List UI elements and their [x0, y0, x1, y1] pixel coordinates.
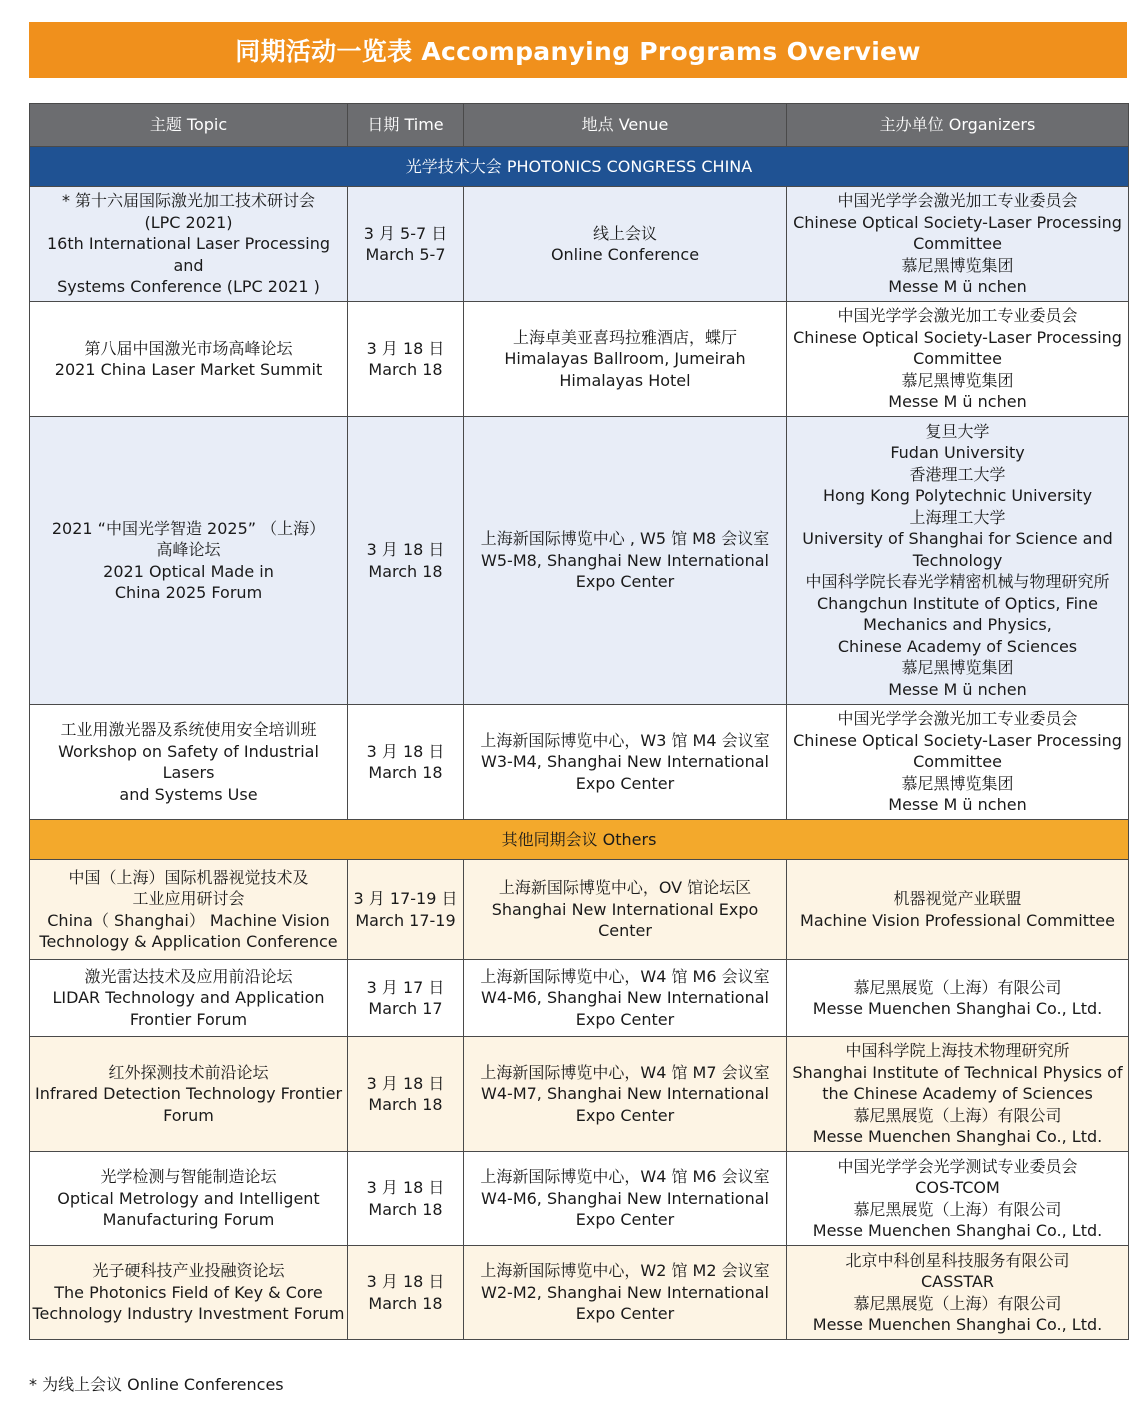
cell-line: Himalayas Ballroom, Jumeirah: [504, 349, 746, 369]
cell-line: 机器视觉产业联盟: [893, 889, 1022, 908]
cell-topic: [30, 1246, 348, 1340]
cell-line: Expo Center: [575, 1210, 675, 1230]
cell-line: 慕尼黑博览集团: [901, 658, 1014, 678]
cell-line: University of Shanghai for Science and: [802, 529, 1113, 549]
cell-line: 光学检测与智能制造论坛: [100, 1167, 277, 1187]
section-others: [30, 820, 1129, 860]
cell-line: 3 月 18 日: [366, 1272, 445, 1291]
cell-venue: [464, 1037, 787, 1152]
cell-venue: [464, 705, 787, 820]
table-row: [30, 302, 1129, 417]
cell-line: 慕尼黑展览（上海）有限公司: [853, 1105, 1062, 1125]
cell-line: 上海新国际博览中心，W2 馆 M2 会议室: [480, 1261, 770, 1281]
cell-line: 光子硬科技产业投融资论坛: [92, 1261, 285, 1281]
cell-line: Technology Industry Investment Forum: [32, 1304, 345, 1324]
cell-venue: [464, 302, 787, 417]
cell-line: Shanghai New International Expo Center: [491, 899, 759, 941]
cell-time: [348, 1037, 464, 1152]
cell-line: 3 月 18 日: [366, 338, 445, 358]
cell-line: Changchun Institute of Optics, Fine: [817, 593, 1098, 613]
table-row: [30, 705, 1129, 820]
table-row: [30, 1037, 1129, 1152]
cell-venue: [464, 187, 787, 302]
cell-line: 3 月 18 日: [366, 1178, 445, 1197]
cell-line: Expo Center: [575, 1105, 675, 1125]
footnote: * 为线上会议 Online Conferences: [29, 1375, 284, 1394]
cell-line: CASSTAR: [920, 1272, 995, 1291]
cell-organizers: [787, 302, 1129, 417]
cell-line: Himalayas Hotel: [559, 370, 691, 390]
header-row: [30, 104, 1129, 147]
table-row: [30, 1152, 1129, 1246]
cell-line: Messe Muenchen Shanghai Co., Ltd.: [812, 1127, 1103, 1147]
cell-line: March 17: [368, 999, 443, 1018]
cell-line: 中国科学院长春光学精密机械与物理研究所: [805, 572, 1110, 592]
cell-organizers: [787, 1152, 1129, 1246]
cell-line: 上海新国际博览中心，W3 馆 M4 会议室: [480, 730, 770, 750]
cell-line: March 18: [368, 1095, 443, 1114]
cell-line: Expo Center: [575, 572, 675, 592]
cell-topic: [30, 1152, 348, 1246]
cell-line: 慕尼黑展览（上海）有限公司: [853, 1293, 1062, 1313]
cell-line: Shanghai Institute of Technical Physics of: [792, 1062, 1123, 1082]
cell-line: Messe M ü nchen: [888, 679, 1027, 699]
cell-line: Committee: [913, 752, 1002, 772]
cell-line: Optical Metrology and Intelligent: [57, 1188, 320, 1208]
header-venue: 地点 Venue: [464, 104, 787, 147]
page-title: 同期活动一览表 Accompanying Programs Overview: [29, 22, 1127, 78]
cell-line: Messe Muenchen Shanghai Co., Ltd.: [812, 999, 1103, 1018]
cell-line: 上海卓美亚喜玛拉雅酒店，蝶厅: [512, 327, 737, 347]
table-row: [30, 860, 1129, 960]
cell-line: Online Conference: [550, 245, 700, 264]
cell-line: Frontier Forum: [129, 1009, 248, 1029]
cell-line: Messe Muenchen Shanghai Co., Ltd.: [812, 1221, 1103, 1240]
cell-line: March 5-7: [365, 245, 446, 264]
cell-line: China（ Shanghai） Machine Vision: [47, 910, 330, 930]
cell-line: Mechanics and Physics,: [863, 615, 1052, 635]
cell-venue: [464, 860, 787, 960]
cell-line: Messe M ü nchen: [888, 392, 1027, 412]
cell-line: 慕尼黑博览集团: [901, 773, 1014, 793]
cell-line: 慕尼黑博览集团: [901, 370, 1014, 390]
cell-topic: [30, 187, 348, 302]
cell-venue: [464, 1246, 787, 1340]
cell-line: Expo Center: [575, 1304, 675, 1324]
cell-organizers: [787, 187, 1129, 302]
section-congress: [30, 147, 1129, 187]
cell-line: 3 月 18 日: [366, 741, 445, 761]
cell-line: 3 月 18 日: [366, 1073, 445, 1093]
cell-line: 中国光学学会光学测试专业委员会: [837, 1156, 1078, 1176]
cell-organizers: [787, 1246, 1129, 1340]
cell-line: Hong Kong Polytechnic University: [822, 486, 1093, 506]
cell-line: 3 月 17-19 日: [353, 889, 458, 908]
cell-topic: [30, 417, 348, 705]
cell-line: 3 月 5-7 日: [363, 223, 448, 243]
cell-line: 上海新国际博览中心，OV 馆论坛区: [498, 878, 752, 898]
cell-line: 3 月 18 日: [366, 540, 445, 559]
cell-line: the Chinese Academy of Sciences: [822, 1084, 1093, 1104]
cell-time: [348, 960, 464, 1037]
cell-line: 中国（上海）国际机器视觉技术及: [68, 867, 309, 887]
cell-line: Chinese Optical Society-Laser Processing: [793, 730, 1122, 750]
cell-line: 红外探测技术前沿论坛: [108, 1062, 269, 1082]
cell-line: 中国光学学会激光加工专业委员会: [837, 306, 1078, 326]
cell-line: 北京中科创星科技服务有限公司: [845, 1250, 1070, 1270]
table-row: [30, 960, 1129, 1037]
cell-line: 2021 “中国光学智造 2025” （上海）: [51, 518, 326, 538]
cell-line: 上海新国际博览中心，W4 馆 M6 会议室: [480, 1167, 770, 1187]
cell-line: 上海新国际博览中心，W4 馆 M6 会议室: [480, 966, 770, 986]
programs-table: [29, 103, 1129, 1340]
cell-time: [348, 705, 464, 820]
cell-venue: [464, 417, 787, 705]
cell-organizers: [787, 860, 1129, 960]
section-label: 光学技术大会 PHOTONICS CONGRESS CHINA: [30, 147, 1129, 187]
cell-line: 线上会议: [592, 223, 657, 243]
cell-line: * 第十六届国际激光加工技术研讨会: [61, 191, 316, 211]
cell-line: 16th International Laser Processing and: [46, 234, 331, 275]
cell-line: Expo Center: [575, 1009, 675, 1029]
cell-line: 激光雷达技术及应用前沿论坛: [84, 966, 293, 986]
cell-line: 中国科学院上海技术物理研究所: [845, 1041, 1070, 1061]
cell-line: Machine Vision Professional Committee: [800, 910, 1115, 930]
cell-organizers: [787, 417, 1129, 705]
cell-line: 慕尼黑展览（上海）有限公司: [853, 977, 1062, 997]
cell-line: March 17-19: [355, 910, 456, 930]
cell-line: W4-M7, Shanghai New International: [481, 1084, 769, 1104]
table-row: [30, 1246, 1129, 1340]
cell-line: W4-M6, Shanghai New International: [481, 1188, 769, 1208]
cell-line: March 18: [368, 360, 443, 379]
cell-line: March 18: [368, 763, 443, 782]
cell-topic: [30, 302, 348, 417]
cell-line: Technology: [912, 550, 1003, 570]
header-topic: 主题 Topic: [30, 104, 348, 147]
cell-line: 2021 Optical Made in: [103, 561, 274, 581]
header-time: 日期 Time: [348, 104, 464, 147]
cell-line: Chinese Optical Society-Laser Processing: [793, 212, 1122, 232]
cell-line: Committee: [913, 234, 1002, 254]
cell-line: and Systems Use: [119, 784, 258, 804]
cell-line: Chinese Academy of Sciences: [837, 636, 1078, 656]
table-row: [30, 187, 1129, 302]
cell-topic: [30, 705, 348, 820]
cell-line: 中国光学学会激光加工专业委员会: [837, 709, 1078, 729]
cell-line: 香港理工大学: [909, 464, 1006, 484]
cell-line: 工业应用研讨会: [132, 889, 245, 908]
cell-time: [348, 187, 464, 302]
cell-line: The Photonics Field of Key & Core: [54, 1282, 323, 1302]
cell-line: 上海理工大学: [909, 507, 1006, 527]
cell-line: 工业用激光器及系统使用安全培训班: [60, 720, 317, 739]
cell-line: 慕尼黑展览（上海）有限公司: [853, 1199, 1062, 1219]
cell-venue: [464, 1152, 787, 1246]
cell-line: COS-TCOM: [915, 1178, 1000, 1197]
cell-time: [348, 1152, 464, 1246]
cell-line: 中国光学学会激光加工专业委员会: [837, 191, 1078, 211]
cell-organizers: [787, 960, 1129, 1037]
cell-line: W3-M4, Shanghai New International: [481, 752, 769, 772]
cell-line: (LPC 2021): [144, 212, 233, 232]
cell-organizers: [787, 705, 1129, 820]
cell-time: [348, 302, 464, 417]
cell-line: 上海新国际博览中心，W4 馆 M7 会议室: [480, 1062, 770, 1082]
cell-line: Expo Center: [575, 773, 675, 793]
cell-line: Committee: [913, 349, 1002, 369]
cell-line: March 18: [368, 1293, 443, 1313]
cell-line: 上海新国际博览中心 , W5 馆 M8 会议室: [480, 529, 770, 549]
cell-line: W4-M6, Shanghai New International: [481, 988, 769, 1008]
cell-line: 复旦大学: [925, 421, 990, 441]
cell-line: Systems Conference (LPC 2021 ): [57, 277, 320, 297]
cell-line: China 2025 Forum: [114, 583, 263, 602]
cell-line: LIDAR Technology and Application: [52, 988, 325, 1008]
cell-line: Messe Muenchen Shanghai Co., Ltd.: [812, 1315, 1103, 1334]
cell-time: [348, 417, 464, 705]
cell-line: Fudan University: [890, 443, 1025, 463]
cell-line: 高峰论坛: [156, 540, 221, 559]
cell-topic: [30, 1037, 348, 1152]
cell-time: [348, 860, 464, 960]
cell-line: 第八届中国激光市场高峰论坛: [84, 338, 293, 358]
cell-line: Forum: [163, 1105, 214, 1125]
cell-line: March 18: [368, 1199, 443, 1219]
cell-line: Chinese Optical Society-Laser Processing: [793, 327, 1122, 347]
cell-organizers: [787, 1037, 1129, 1152]
cell-topic: [30, 860, 348, 960]
cell-line: March 18: [368, 561, 443, 581]
cell-venue: [464, 960, 787, 1037]
cell-line: Messe M ü nchen: [888, 277, 1027, 297]
cell-line: W2-M2, Shanghai New International: [481, 1282, 769, 1302]
cell-line: Technology & Application Conference: [39, 932, 338, 951]
cell-line: Messe M ü nchen: [888, 795, 1027, 815]
cell-line: 2021 China Laser Market Summit: [54, 360, 323, 379]
cell-line: 3 月 17 日: [366, 977, 445, 997]
cell-line: Infrared Detection Technology Frontier: [34, 1084, 343, 1104]
cell-time: [348, 1246, 464, 1340]
cell-line: 慕尼黑博览集团: [901, 255, 1014, 275]
cell-topic: [30, 960, 348, 1037]
cell-line: Workshop on Safety of Industrial Lasers: [58, 741, 319, 782]
table-row: [30, 417, 1129, 705]
header-organizers: 主办单位 Organizers: [787, 104, 1129, 147]
section-label: 其他同期会议 Others: [30, 820, 1129, 860]
cell-line: W5-M8, Shanghai New International: [481, 550, 769, 570]
cell-line: Manufacturing Forum: [102, 1210, 275, 1230]
